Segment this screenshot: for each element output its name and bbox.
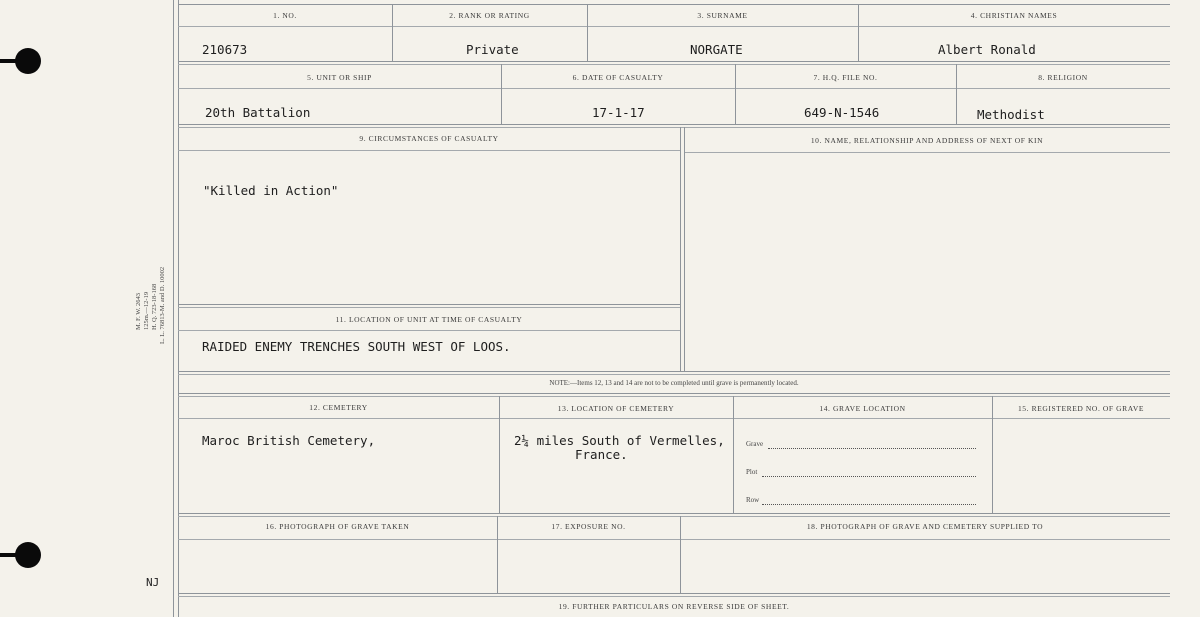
note-text: NOTE:—Items 12, 13 and 14 are not to be completed until grave is permanently located. (549, 379, 799, 387)
kin-header-rule (685, 152, 1170, 153)
margin-print-line-4: L. L. 76813-M. and D. 10002 (159, 266, 166, 344)
header-photograph-supplied: 18. PHOTOGRAPH OF GRAVE AND CEMETERY SUPPLIED TO (806, 522, 1044, 531)
row2-header-rule (178, 88, 1170, 89)
header-unit: 5. UNIT OR SHIP (307, 73, 372, 82)
plot-dotted-line (762, 476, 976, 477)
header-religion: 8. RELIGION (1038, 73, 1088, 82)
value-surname: NORGATE (690, 42, 743, 57)
margin-initials: NJ (146, 576, 160, 589)
plot-label: Plot (746, 468, 758, 476)
cem-div-3 (992, 396, 993, 513)
cem-bottom-rule (178, 513, 1170, 514)
header-grave-location: 14. GRAVE LOCATION (819, 404, 906, 413)
value-religion: Methodist (977, 107, 1045, 122)
photo-bottom-rule-2 (178, 596, 1170, 597)
circ-kin-div-1 (680, 127, 681, 371)
row1-bottom-rule-2 (178, 64, 1170, 65)
cem-div-2 (733, 396, 734, 513)
note-bottom-rule (178, 393, 1170, 394)
header-surname: 3. SURNAME (697, 11, 748, 20)
cem-header-rule (178, 418, 1170, 419)
grave-dotted-line (768, 448, 976, 449)
value-rank: Private (466, 42, 519, 57)
photo-header-rule (178, 539, 1170, 540)
header-next-of-kin: 10. NAME, RELATIONSHIP AND ADDRESS OF NEXT OF KIN (810, 136, 1044, 145)
header-circumstances: 9. CIRCUMSTANCES OF CASUALTY (359, 134, 499, 143)
row1-header-rule (178, 26, 1170, 27)
loc-unit-header-rule (178, 330, 680, 331)
value-location-of-cemetery-line-1: 2¼ miles South of Vermelles, (514, 433, 725, 448)
row1-top-rule (178, 4, 1170, 5)
header-cemetery: 12. CEMETERY (309, 403, 368, 412)
header-hq-file: 7. H.Q. FILE NO. (813, 73, 878, 82)
value-location-of-cemetery-line-2: France. (575, 447, 628, 462)
header-photograph-taken: 16. PHOTOGRAPH OF GRAVE TAKEN (265, 522, 410, 531)
punch-hole-top (15, 48, 41, 74)
loc-unit-top-rule (178, 304, 680, 305)
value-circumstances: "Killed in Action" (203, 183, 339, 198)
header-location-of-unit: 11. LOCATION OF UNIT AT TIME OF CASUALTY (335, 315, 523, 324)
row2-bottom-rule (178, 124, 1170, 125)
header-rank: 2. RANK OR RATING (449, 11, 530, 20)
margin-print-line-3: H. Q. 723-18-168 (151, 283, 158, 330)
circ-header-rule (178, 150, 680, 151)
header-exposure-no: 17. EXPOSURE NO. (551, 522, 626, 531)
margin-print-line-1: M. F. W. 2643 (135, 292, 142, 330)
value-no: 210673 (202, 42, 248, 57)
circ-kin-div-2 (684, 127, 685, 371)
grave-label: Grave (746, 440, 764, 448)
header-registered-no: 15. REGISTERED NO. OF GRAVE (1017, 404, 1145, 413)
note-bottom-rule-2 (178, 396, 1170, 397)
header-location-of-cemetery: 13. LOCATION OF CEMETERY (557, 404, 675, 413)
row-label: Row (746, 496, 760, 504)
margin-rule-1 (173, 0, 174, 617)
note-top-rule (178, 371, 1170, 372)
header-no: 1. NO. (273, 11, 297, 20)
value-hq-file: 649-N-1546 (804, 105, 880, 120)
cem-bottom-rule-2 (178, 516, 1170, 517)
value-unit: 20th Battalion (205, 105, 311, 120)
footer-further-particulars: 19. FURTHER PARTICULARS ON REVERSE SIDE OF SHEET. (558, 602, 790, 611)
header-date: 6. DATE OF CASUALTY (572, 73, 664, 82)
value-christian-names: Albert Ronald (938, 42, 1036, 57)
header-christian-names: 4. CHRISTIAN NAMES (970, 11, 1058, 20)
value-date: 17-1-17 (592, 105, 645, 120)
photo-bottom-rule (178, 593, 1170, 594)
value-cemetery: Maroc British Cemetery, (202, 433, 376, 448)
margin-print-line-2: 125m.—12-19 (143, 291, 150, 330)
cem-div-1 (499, 396, 500, 513)
row1-bottom-rule (178, 61, 1170, 62)
value-location-of-unit: RAIDED ENEMY TRENCHES SOUTH WEST OF LOOS. (202, 339, 511, 354)
row-dotted-line (762, 504, 976, 505)
row2-bottom-rule-2 (178, 127, 1170, 128)
loc-unit-top-rule-2 (178, 307, 680, 308)
punch-hole-bottom (15, 542, 41, 568)
note-top-rule-2 (178, 374, 1170, 375)
